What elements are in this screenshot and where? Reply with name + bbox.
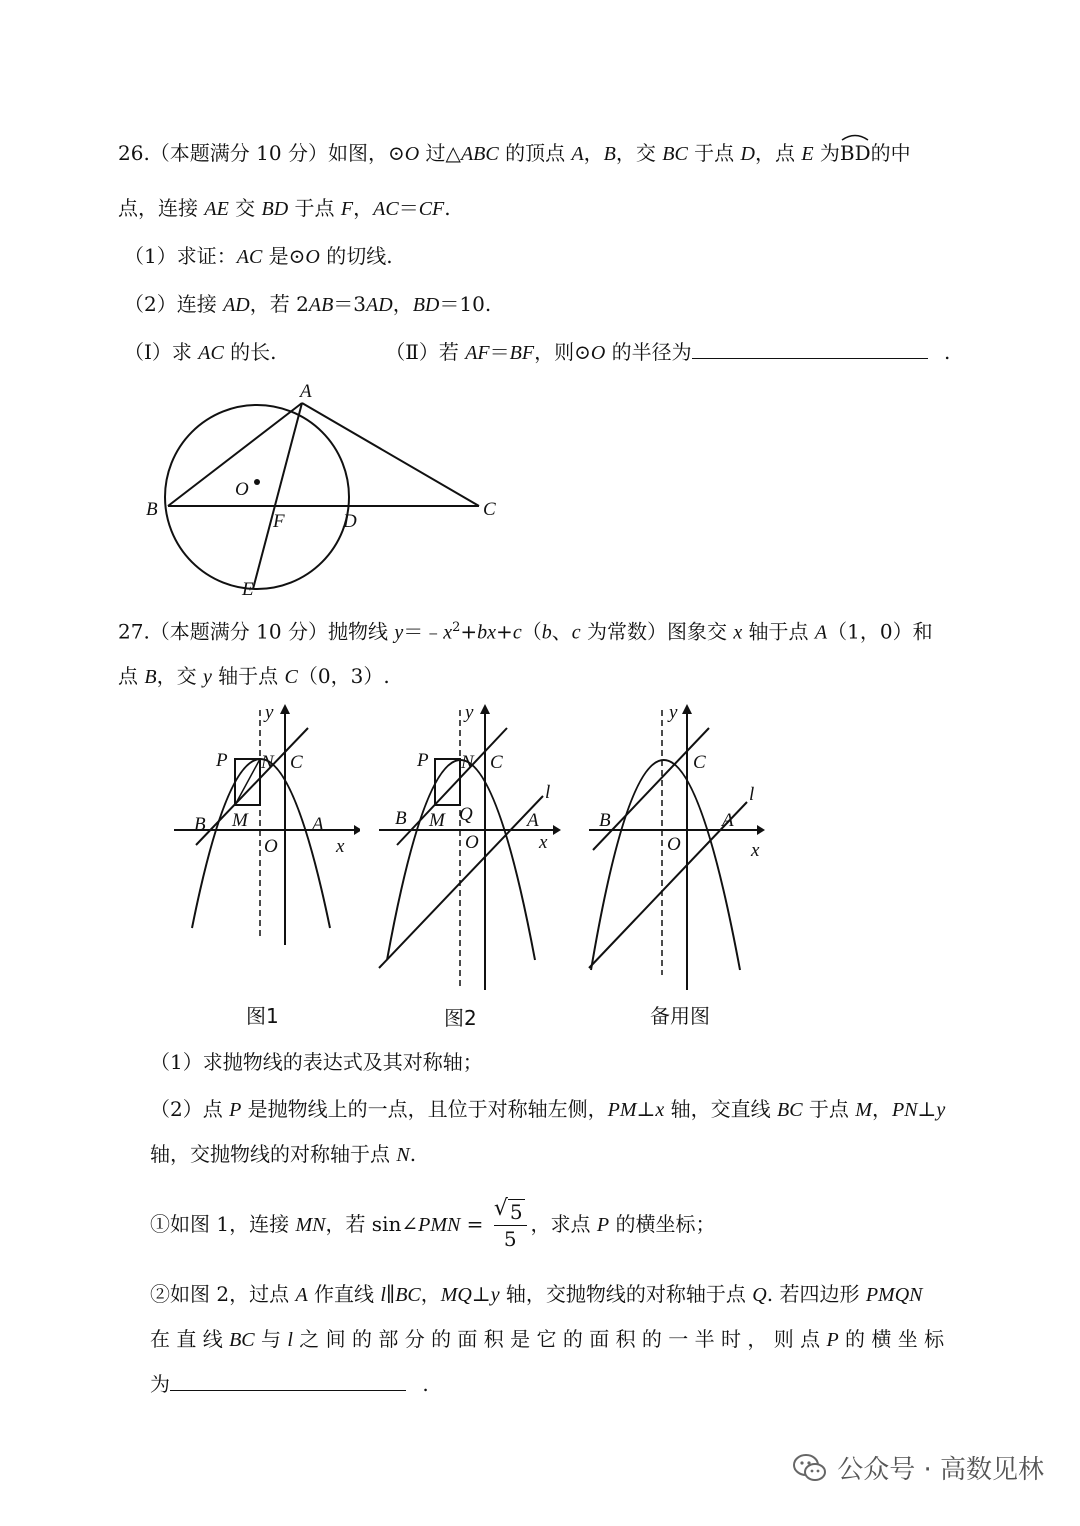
q27-text: ①如图 1，连接 [150,1212,296,1236]
q27-text: （2）点 [150,1097,230,1121]
q27-var: y [490,1284,500,1306]
q27-text: 点 [118,664,145,688]
label-o: O [667,834,681,855]
q27-var: c [571,621,581,644]
watermark-text: 公众号 · 高数见林 [837,1455,1044,1485]
q27-var: x [733,621,743,644]
q26-text: ＝ [398,196,419,220]
q26-var: AC [373,198,399,220]
q26-var: BD [261,198,289,220]
arc-mark-icon [840,131,870,141]
q26-var: CF [418,198,445,220]
label-c: C [693,752,706,773]
q27-var: BC [229,1329,255,1351]
q27-var: y [202,666,212,688]
q27-text: ∥ [385,1282,396,1306]
q27-text: 、 [551,619,572,644]
q27-text: + [460,619,478,644]
q27-var: x [443,621,453,644]
q26-var: BD [412,294,440,316]
label-l: l [545,782,551,803]
q27-text: . [409,1142,417,1166]
q26-var: O [590,342,606,364]
label-p: P [216,750,228,771]
circle-symbol: ⊙ [387,141,405,165]
label-m: M [232,810,248,831]
label-a: A [722,810,734,831]
q27-var: Q [752,1284,767,1306]
caption-figure-2: 图2 [444,1006,477,1030]
q27-text: ，求点 [530,1212,597,1236]
label-b: B [599,810,611,831]
q26-part2 [124,290,491,319]
q26-text: （Ⅰ）求 [124,340,199,364]
q26-text: 交 [228,196,262,220]
q27-var: bx [477,621,497,644]
q27-figure-2 [375,700,565,995]
q26-text: 点，连接 [118,196,205,220]
q26-text: ， [392,292,413,316]
q27-text: （0，3）. [297,664,390,688]
q26-text: 的长. [223,340,277,364]
q26-var: E [801,143,814,165]
label-m: M [429,810,445,831]
y-arrow-icon [480,704,490,714]
q26-text: ，若 2 [249,292,309,316]
label-c: C [490,752,503,773]
q27-text: 轴于点 [211,664,285,688]
q27-text: 轴于点 [742,619,815,644]
q26-line2 [118,194,451,223]
q27-line2 [118,662,390,691]
line-bc [196,728,308,845]
q27-text: ⊥ [636,1097,656,1121]
label-o: O [465,832,479,853]
q27-var: x [655,1099,665,1121]
x-arrow-icon [553,825,561,835]
q27-var: C [284,666,298,688]
label-x: x [336,836,345,857]
q26-var: BC [662,143,688,165]
answer-blank[interactable] [170,1372,406,1391]
label-a: A [527,810,539,831]
q27-var: l [287,1329,293,1351]
center-dot [254,479,260,485]
q27-var: b [541,621,552,644]
q26-text: . [944,340,951,364]
q26-text: 26.（本题满分 10 分）如图， [118,141,388,165]
q27-var: P [229,1099,242,1121]
q26-text: （2）连接 [124,292,224,316]
q27-var: N [396,1144,410,1166]
q27-sub2 [150,1095,945,1124]
caption-figure-1: 图1 [246,1004,279,1028]
q27-case2-cont [150,1325,944,1354]
q26-var: O [404,143,420,165]
q27-case1 [150,1194,715,1255]
q26-var: B [603,143,616,165]
q27-var: y [936,1099,946,1121]
q27-text: 为 [150,1372,170,1396]
parabola [591,760,740,970]
q27-var: B [144,666,157,688]
q26-text: （1）求证： [124,244,237,268]
q27-text: 是抛物线上的一点，且位于对称轴左侧， [241,1097,608,1121]
q26-var: BF [509,342,535,364]
q27-var: A [814,621,828,644]
q27-text: 与 [254,1327,288,1351]
q27-text: 于点 [802,1097,856,1121]
q26-text: ，点 [754,141,802,165]
wechat-icon [793,1453,827,1483]
q27-text: （1，0）和 [827,619,933,644]
segment-ae [253,403,302,589]
q26-var: AD [223,294,250,316]
q27-text: ⊥ [917,1097,937,1121]
q26-text: （Ⅱ）若 [385,340,466,364]
q27-var: MN [295,1214,326,1236]
label-c: C [290,752,303,773]
q26-text: 是⊙ [262,244,306,268]
label-y: y [669,702,678,723]
label-f: F [273,511,285,532]
q26-text: 过△ [419,141,461,165]
q26-var: AD [366,294,393,316]
q27-text: . [422,1372,429,1396]
q27-var: MQ [440,1284,472,1306]
q27-var: P [596,1214,610,1236]
q26-line1 [118,139,911,168]
q26-var: ABC [460,143,499,165]
q27-text: ＝﹣ [403,619,444,644]
q26-part3 [124,338,950,367]
q26-text: . [444,196,451,220]
label-o: O [235,479,249,500]
q26-text: ， [353,196,374,220]
q26-var: AE [204,198,229,220]
q27-sub2-cont [150,1140,416,1169]
label-l: l [749,784,755,805]
q27-var: M [855,1099,872,1121]
fraction-sqrt5-over-5 [494,1199,527,1252]
fraction-denominator: 5 [503,1227,517,1251]
label-x: x [751,840,760,861]
fraction-numerator: 5 [509,1200,523,1224]
q27-var: BC [395,1284,421,1306]
q27-var: c [512,621,522,644]
y-arrow-icon [280,704,290,714]
label-y: y [265,702,274,723]
label-e: E [242,579,254,600]
q27-text: 在 直 线 [150,1327,230,1351]
answer-blank[interactable] [692,340,928,359]
q27-var: PN [891,1099,918,1121]
q26-var: AF [465,342,490,364]
q26-text: ，交 [615,141,663,165]
q27-var: l [380,1284,386,1306]
q26-text: 于点 [687,141,741,165]
label-b: B [146,499,158,520]
y-arrow-icon [682,704,692,714]
q27-text: ， [420,1282,441,1306]
q26-text: ＝3 [333,292,367,316]
q27-text: 为常数）图象交 [580,619,734,644]
watermark [793,1449,1044,1486]
q26-text: ， [583,141,604,165]
q27-var: y [394,621,404,644]
arc-label: BD [839,141,871,165]
q26-circle-figure [140,375,520,603]
segment-ac [302,403,479,506]
q26-text: ＝ [489,340,510,364]
label-y: y [465,702,474,723]
q27-var: P [826,1329,839,1351]
q26-text: 为 [813,141,840,165]
q27-figure-1 [170,700,360,950]
q26-text: ＝10. [439,292,492,316]
label-x: x [539,832,548,853]
q27-var: PM [607,1099,637,1121]
q27-figure-backup [585,700,775,995]
q27-text: 轴，交直线 [664,1097,777,1121]
q26-text: 的中 [870,141,911,165]
caption-figure-backup: 备用图 [650,1004,710,1028]
q27-text: 轴，交抛物线的对称轴于点 [499,1282,753,1306]
label-b: B [395,808,407,829]
label-b: B [194,814,206,835]
q26-var: D [740,143,755,165]
q27-text: ， [871,1097,892,1121]
q27-text: 轴，交抛物线的对称轴于点 [150,1142,397,1166]
x-arrow-icon [757,825,765,835]
q27-var: A [295,1284,308,1306]
q26-text: 于点 [288,196,341,220]
q26-var: F [340,198,354,220]
q27-text: （ [521,619,542,644]
q26-text: ，则⊙ [534,340,591,364]
label-q: Q [459,804,473,825]
label-d: D [343,511,357,532]
arc-bd [840,139,871,167]
q27-var: PMQN [865,1284,923,1306]
q26-var: A [571,143,584,165]
q27-sub1 [150,1048,483,1076]
label-c: C [483,499,496,520]
q27-var: BC [776,1099,803,1121]
q27-text: 作直线 [307,1282,381,1306]
q27-text: ，若 sin∠ [325,1212,419,1236]
label-n: N [461,752,474,773]
label-n: N [261,752,274,773]
q26-text: 的顶点 [498,141,572,165]
line-bc [397,728,507,845]
q26-var: AC [198,342,224,364]
label-a: A [312,814,324,835]
q27-text: + [496,619,513,644]
q27-var: PMN [418,1214,461,1236]
q27-line1 [118,614,933,647]
q26-text: 的切线. [319,244,393,268]
q27-text: 27.（本题满分 10 分）抛物线 [118,619,395,644]
q27-text: 的 横 坐 标 [838,1327,945,1351]
circle-o [165,405,349,589]
q26-var: AB [308,294,334,316]
label-a: A [300,381,312,402]
q27-text: ②如图 2，过点 [150,1282,296,1306]
q26-var: AC [236,246,263,268]
q27-text: ⊥ [471,1282,491,1306]
q26-text: 的半径为 [605,340,692,364]
q27-text: = [460,1212,490,1236]
q27-exponent: 2 [452,620,461,635]
x-arrow-icon [354,825,360,835]
label-o: O [264,836,278,857]
q27-case2 [150,1280,923,1309]
label-p: P [417,750,429,771]
q27-text: ，交 [156,664,203,688]
q26-var: O [305,246,320,268]
q27-text: 之 间 的 部 分 的 面 积 是 它 的 面 积 的 一 半 时 ， 则 点 [292,1327,827,1351]
q27-text: . 若四边形 [766,1282,866,1306]
q27-text: （1）求抛物线的表达式及其对称轴； [150,1050,483,1074]
q27-text: 的横坐标； [609,1212,716,1236]
q27-case2-answer [150,1370,429,1398]
q26-part1 [124,242,393,271]
